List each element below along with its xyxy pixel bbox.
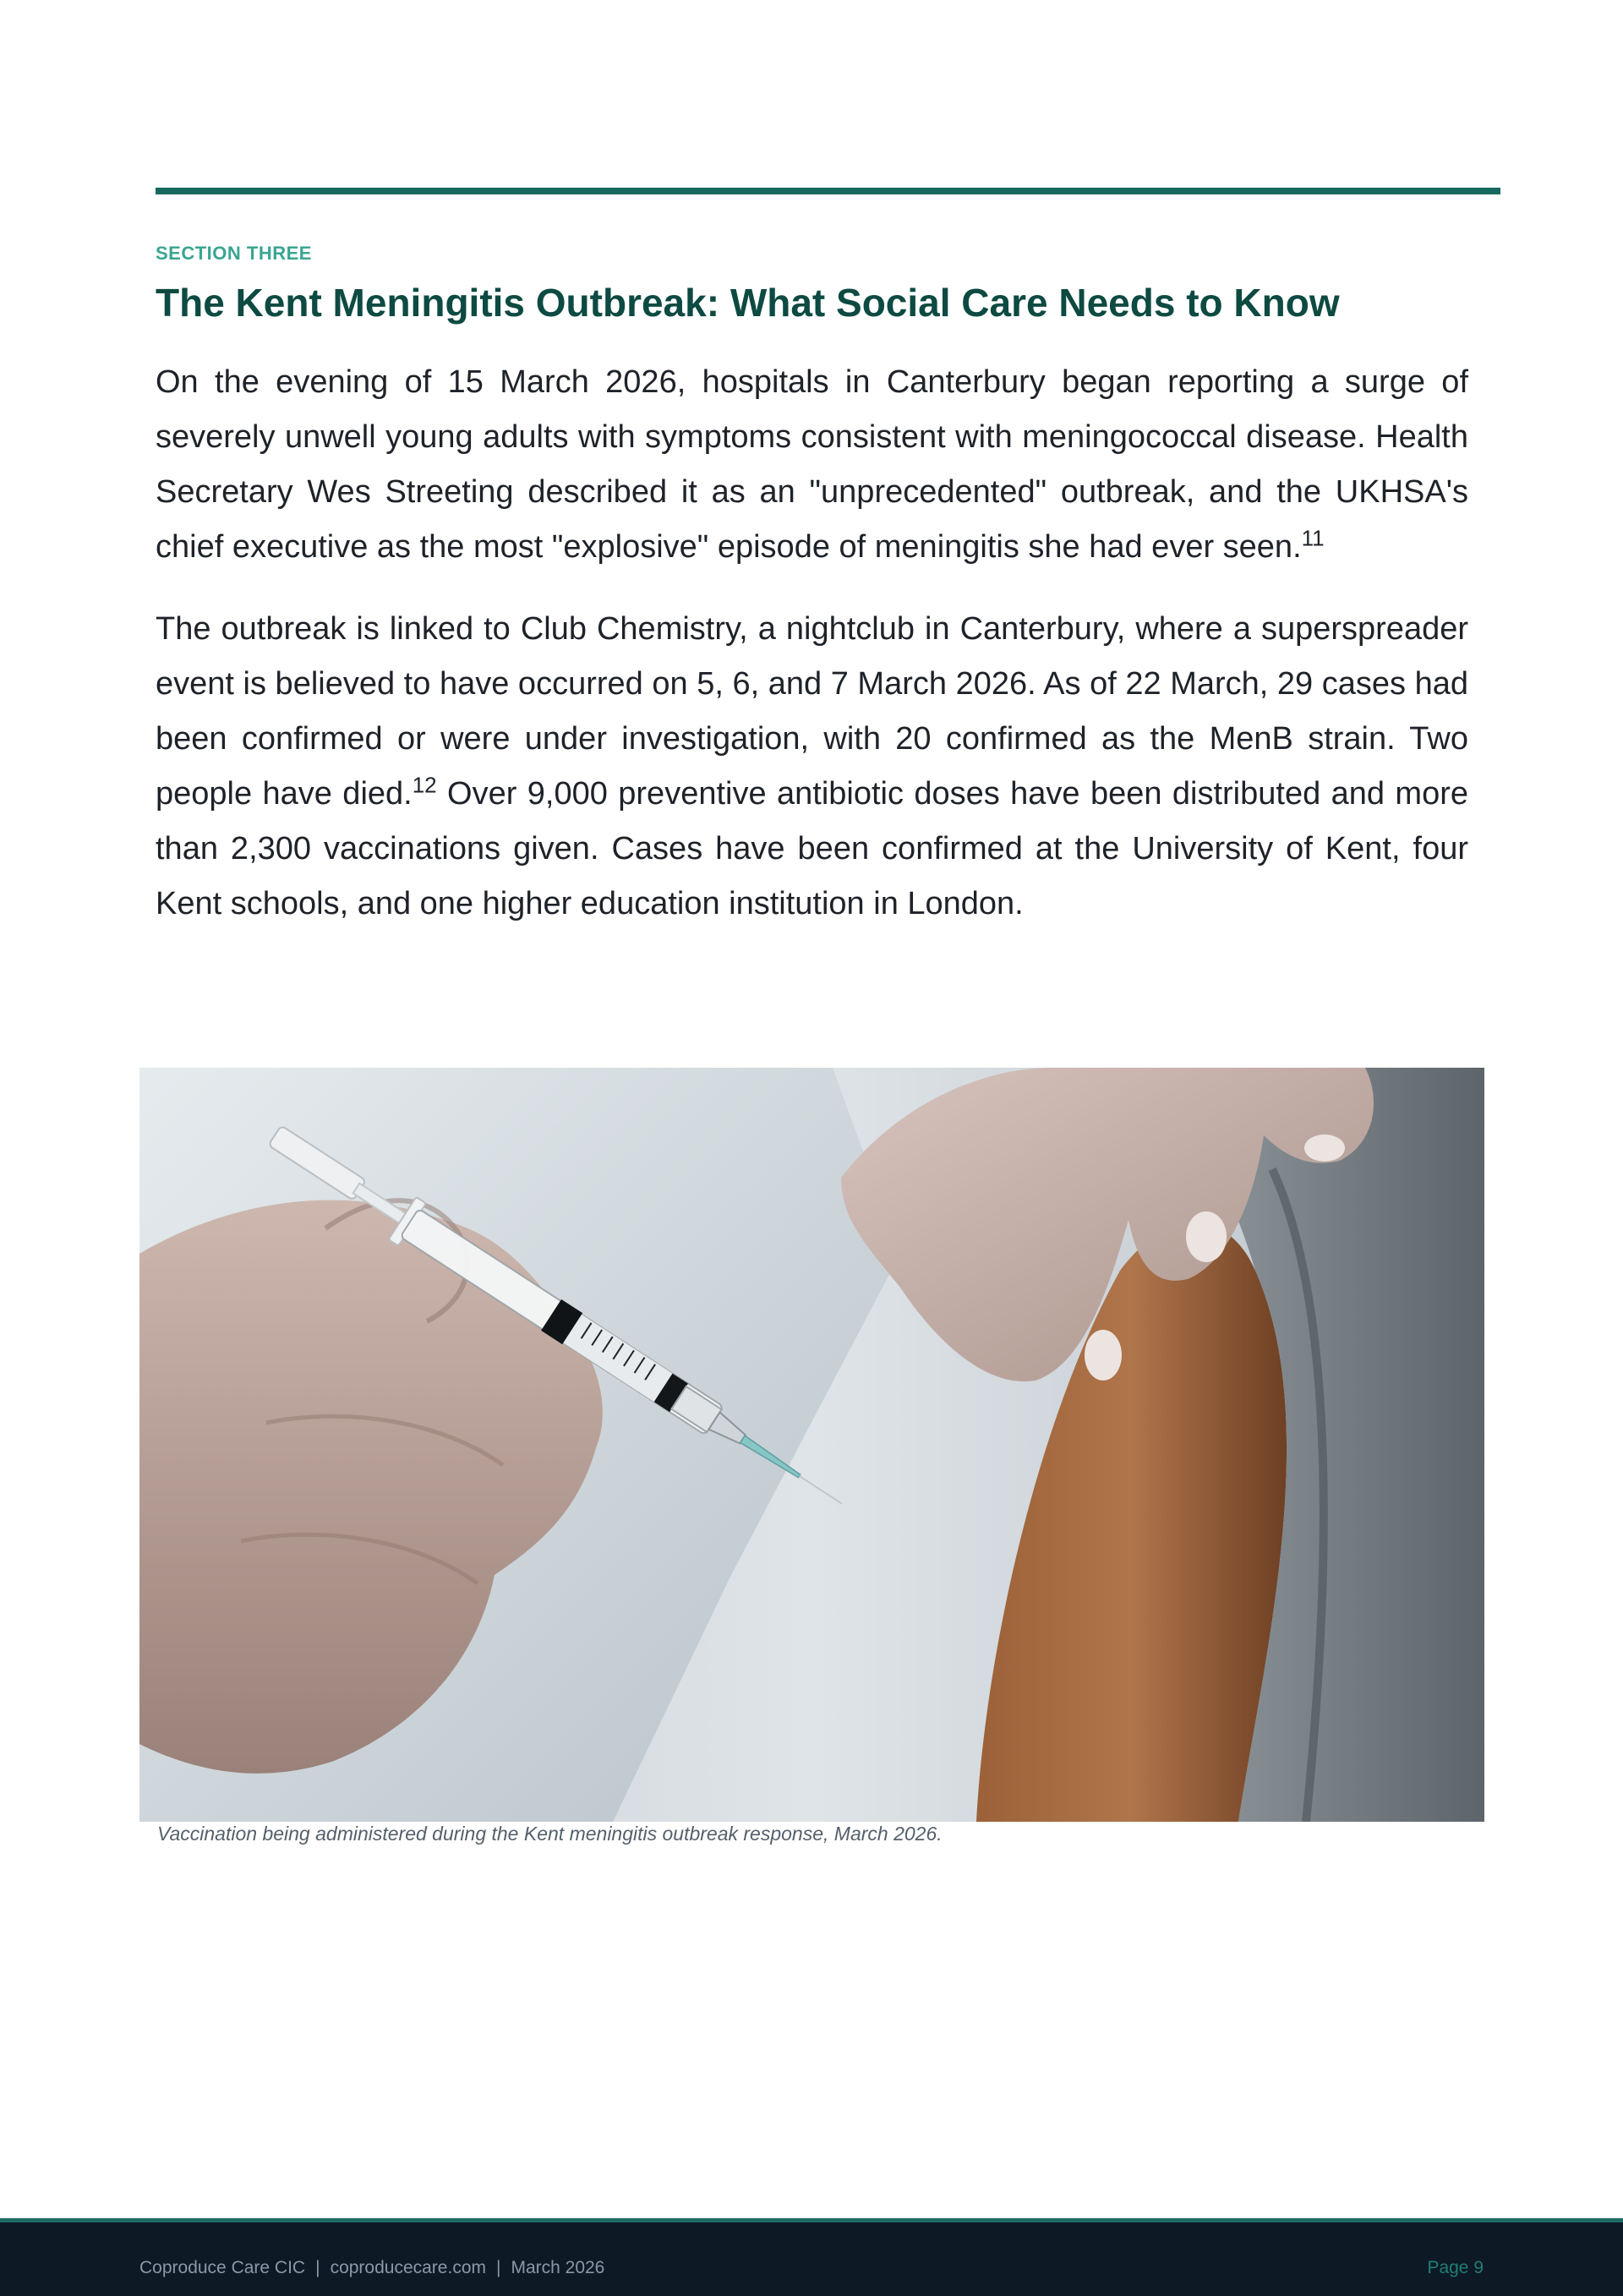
page-footer bbox=[0, 2218, 1623, 2296]
footnote-ref-12[interactable]: 12 bbox=[412, 772, 437, 798]
paragraph-details-text-after: Over 9,000 preventive antibiotic doses have been distributed and more than 2,300 vaccinations given. Cases have been confirmed at the University of Kent, four Kent schools, and one higher education institution in London. bbox=[156, 776, 1468, 921]
paragraph-outbreak-details bbox=[156, 602, 1468, 932]
paragraph-details-text-before: The outbreak is linked to Club Chemistry, a nightclub in Canterbury, where a superspreader event is believed to have occurred on 5, 6, and 7 March 2026. As of 22 March, 29 cases had been confirmed or were under investigation, with 20 confirmed as the MenB strain. Two people have died. bbox=[156, 611, 1468, 812]
page-number: Page 9 bbox=[1427, 2258, 1484, 2277]
footer-website-link[interactable]: coproducecare.com bbox=[330, 2258, 486, 2277]
page-title: The Kent Meningitis Outbreak: What Social Care Needs to Know bbox=[156, 281, 1340, 325]
footer-date: March 2026 bbox=[511, 2258, 605, 2277]
footer-org: Coproduce Care CIC bbox=[139, 2258, 306, 2277]
footnote-ref-11[interactable]: 11 bbox=[1301, 525, 1325, 551]
photo-caption: Vaccination being administered during the Kent meningitis outbreak response, March 2026. bbox=[157, 1823, 943, 1845]
paragraph-intro bbox=[156, 355, 1468, 575]
footer-separator: | bbox=[315, 2258, 320, 2277]
vaccination-photo bbox=[139, 1068, 1484, 1822]
vaccination-illustration bbox=[139, 1068, 1484, 1822]
footer-info bbox=[139, 2258, 604, 2278]
section-label: SECTION THREE bbox=[156, 243, 312, 264]
article-body bbox=[156, 355, 1468, 959]
paragraph-intro-text: On the evening of 15 March 2026, hospitals in Canterbury began reporting a surge of severely unwell young adults with symptoms consistent with meningococcal disease. Health Secretary Wes Streeting described it as an "unprecedented" outbreak, and the UKHSA's chief executive as the most "explosive" episode of meningitis she had ever seen. bbox=[156, 364, 1468, 565]
footer-separator: | bbox=[496, 2258, 501, 2277]
section-top-rule bbox=[156, 188, 1500, 194]
